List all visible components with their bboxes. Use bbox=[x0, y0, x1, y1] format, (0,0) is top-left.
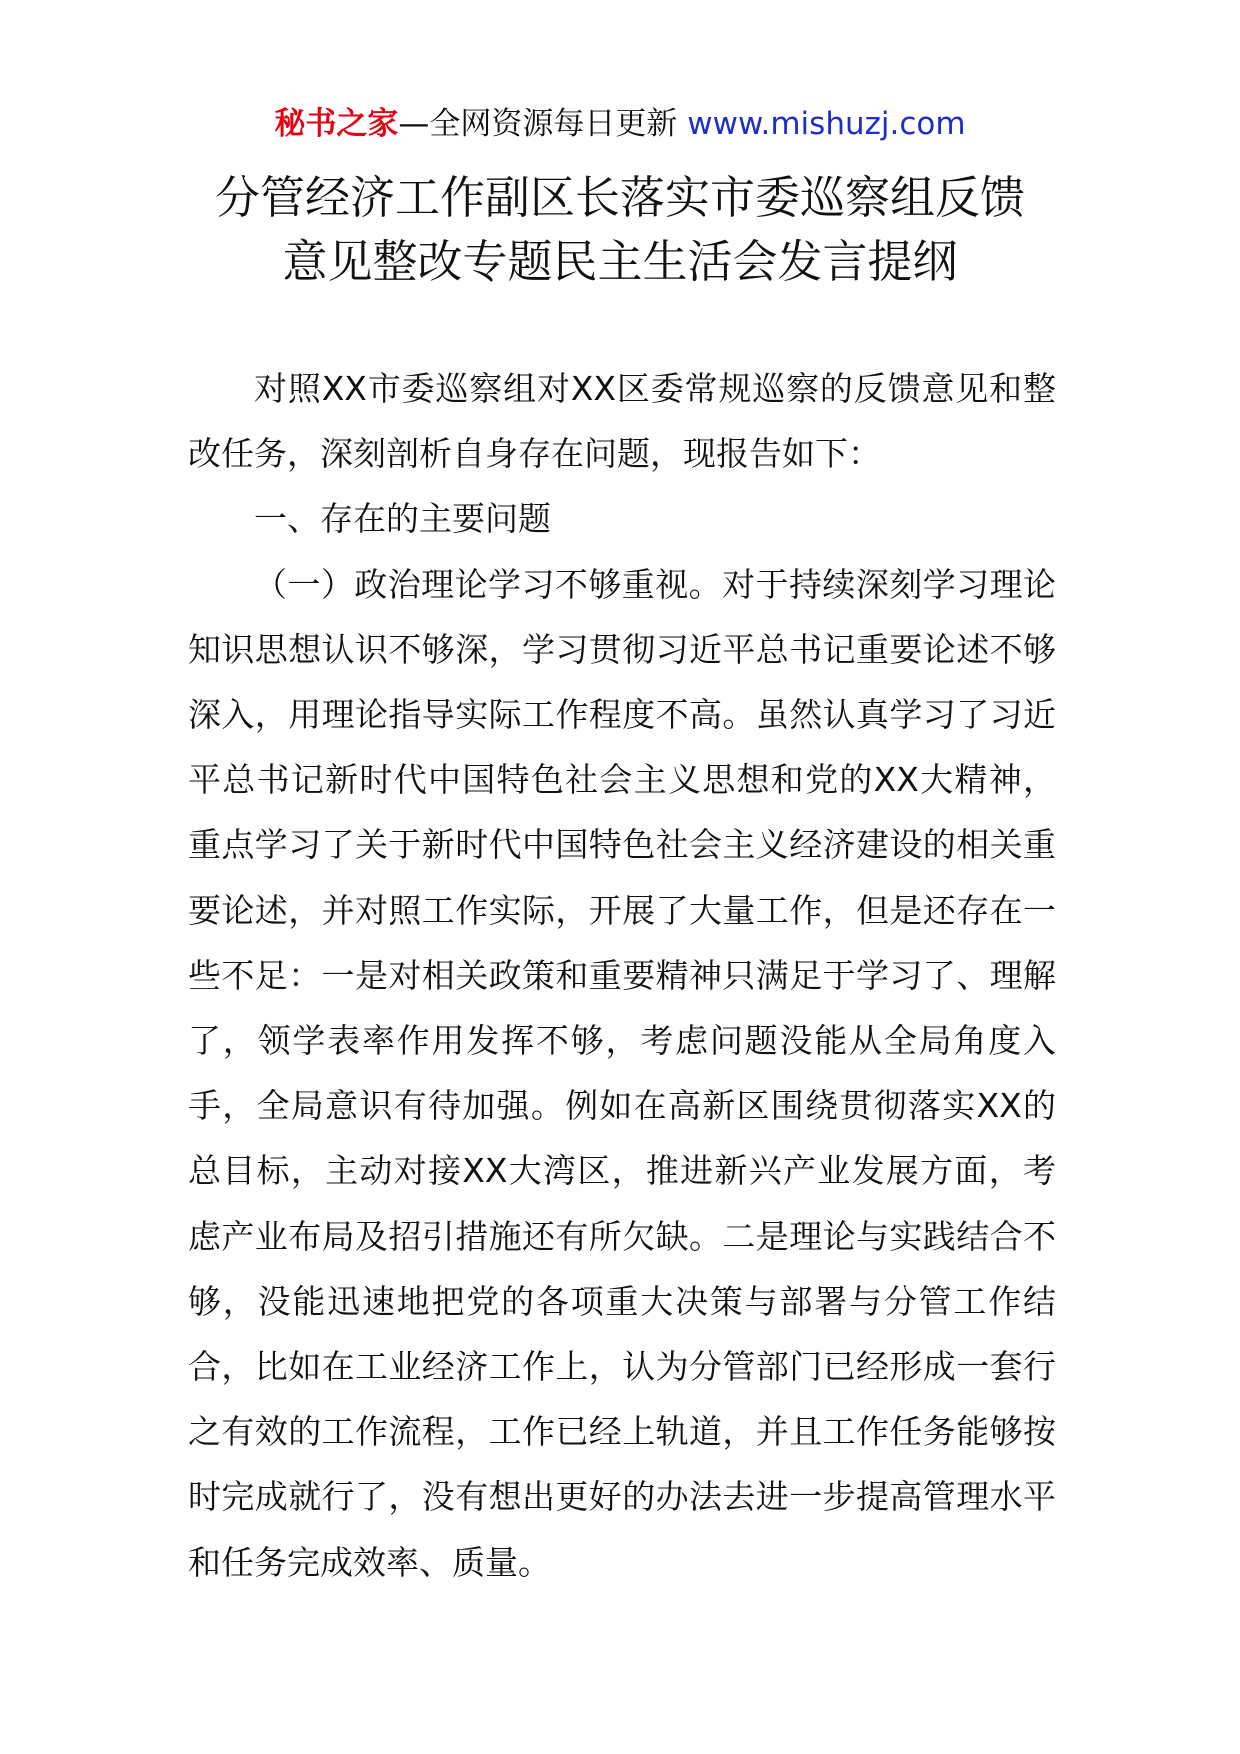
brand-name: 秘书之家 bbox=[274, 106, 399, 142]
document-title bbox=[170, 166, 1070, 294]
document-body bbox=[188, 356, 1056, 1595]
title-line-2: 意见整改专题民主生活会发言提纲 bbox=[282, 235, 958, 288]
title-line-1: 分管经济工作副区长落实市委巡察组反馈 bbox=[214, 171, 1025, 224]
header-tagline: —全网资源每日更新 bbox=[398, 106, 688, 142]
section-heading: 一、存在的主要问题 bbox=[254, 499, 551, 539]
site-url-link[interactable]: www.mishuzj.com bbox=[687, 106, 966, 142]
intro-paragraph: 对照XX市委巡察组对XX区委常规巡察的反馈意见和整改任务，深刻剖析自身存在问题，现报告如下： bbox=[188, 369, 1056, 474]
body-paragraph: （一）政治理论学习不够重视。对于持续深刻学习理论知识思想认识不够深，学习贯彻习近平总书记重要论述不够深入，用理论指导实际工作程度不高。虽然认真学习了习近平总书记新时代中国特色社会主义思想和党的XX大精神，重点学习了关于新时代中国特色社会主义经济建设的相关重要论述，并对照工作实际，开展了大量工作，但是还存在一些不足：一是对相关政策和重要精神只满足于学习了、理解了，领学表率作用发挥不够，考虑问题没能从全局角度入手，全局意识有待加强。例如在高新区围绕贯彻落实XX的总目标，主动对接XX大湾区，推进新兴产业发展方面，考虑产业布局及招引措施还有所欠缺。二是理论与实践结合不够，没能迅速地把党的各项重大决策与部署与分管工作结合，比如在工业经济工作上，认为分管部门已经形成一套行之有效的工作流程，工作已经上轨道，并且工作任务能够按时完成就行了，没有想出更好的办法去进一步提高管理水平和任务完成效率、质量。 bbox=[188, 564, 1056, 1582]
site-header bbox=[0, 104, 1240, 144]
